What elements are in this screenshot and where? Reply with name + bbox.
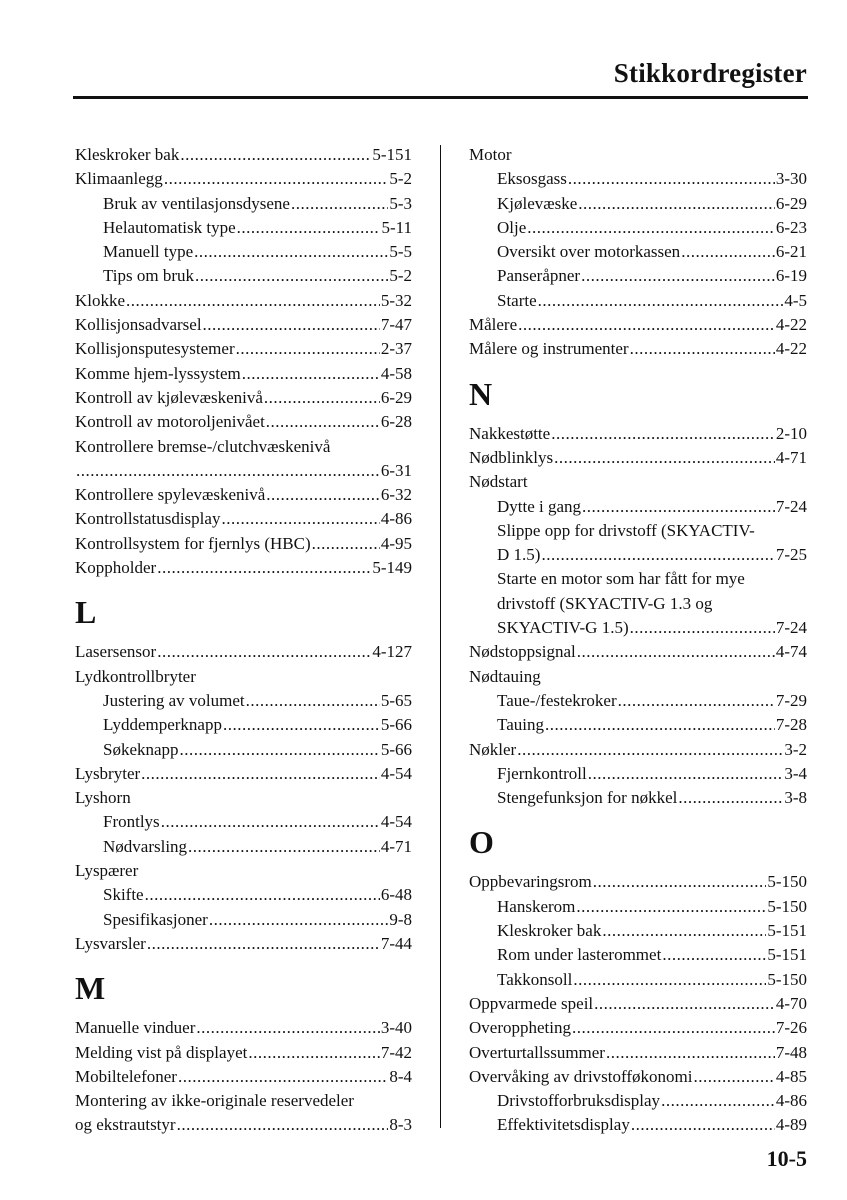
- entry-page-ref: 6-19: [775, 266, 807, 286]
- entry-page-ref: 4-70: [775, 993, 807, 1013]
- dot-leader: [236, 337, 380, 361]
- index-subentry: [469, 240, 807, 264]
- entry-page-ref: 6-28: [380, 412, 412, 432]
- index-column-left: [75, 143, 412, 1138]
- dot-leader: [246, 689, 380, 713]
- entry-term: Tauing: [497, 715, 544, 735]
- dot-leader: [209, 908, 389, 932]
- entry-page-ref: 4-127: [372, 642, 412, 662]
- index-subentry: [75, 713, 412, 737]
- entry-term: Rom under lasterommet: [497, 945, 662, 965]
- index-subentry: [469, 167, 807, 191]
- dot-leader: [221, 507, 379, 531]
- dot-leader: [248, 1041, 379, 1065]
- index-entry: [75, 1065, 412, 1089]
- entry-term: Nødblinklys: [469, 447, 554, 467]
- index-subentry: [75, 240, 412, 264]
- dot-leader: [554, 446, 775, 470]
- entry-term: Dytte i gang: [497, 496, 582, 516]
- entry-page-ref: 5-150: [767, 896, 807, 916]
- dot-leader: [195, 264, 388, 288]
- entry-term: Hanskerom: [497, 896, 576, 916]
- entry-page-ref: 7-25: [775, 545, 807, 565]
- index-subentry: [469, 289, 807, 313]
- dot-leader: [606, 1041, 775, 1065]
- entry-term: Lysvarsler: [75, 933, 146, 953]
- entry-page-ref: 4-58: [380, 363, 412, 383]
- section-letter: O: [469, 824, 494, 861]
- entry-term: Justering av volumet: [103, 690, 245, 710]
- index-entry: [469, 422, 807, 446]
- entry-page-ref: 7-48: [775, 1042, 807, 1062]
- entry-term: Oppbevaringsrom: [469, 872, 592, 892]
- entry-page-ref: 3-8: [784, 788, 807, 808]
- entry-page-ref: 4-86: [380, 509, 412, 529]
- entry-page-ref: 5-3: [389, 193, 412, 213]
- page-title: Stikkordregister: [613, 58, 807, 88]
- entry-term: Mobiltelefoner: [75, 1066, 177, 1086]
- index-entry: [75, 362, 412, 386]
- entry-term: Søkeknapp: [103, 739, 179, 759]
- dot-leader: [681, 240, 775, 264]
- index-entry: [469, 313, 807, 337]
- entry-page-ref: 6-23: [775, 217, 807, 237]
- entry-page-ref: 8-3: [389, 1115, 412, 1135]
- entry-term: Lyddemperknapp: [103, 715, 222, 735]
- dot-leader: [145, 883, 380, 907]
- dot-leader: [545, 713, 775, 737]
- entry-term: Overoppheting: [469, 1018, 571, 1038]
- entry-term: Lasersensor: [75, 642, 157, 662]
- entry-term: D 1.5): [497, 545, 541, 565]
- dot-leader: [578, 192, 775, 216]
- index-subentry: [75, 216, 412, 240]
- dot-leader: [631, 1113, 775, 1137]
- entry-term: Bruk av ventilasjonsdysene: [103, 193, 290, 213]
- dot-leader: [661, 1089, 775, 1113]
- dot-leader: [618, 689, 775, 713]
- index-entry: [469, 992, 807, 1016]
- entry-page-ref: 4-89: [775, 1115, 807, 1135]
- entry-term: Målere: [469, 315, 518, 335]
- entry-page-ref: 6-21: [775, 242, 807, 262]
- index-heading: Kontrollere bremse-/clutchvæskenivå: [75, 436, 331, 456]
- index-column-right: [469, 143, 807, 1138]
- entry-term: Spesifikasjoner: [103, 909, 208, 929]
- dot-leader: [518, 313, 775, 337]
- entry-term: Starte: [497, 290, 537, 310]
- dot-leader: [693, 1065, 774, 1089]
- entry-page-ref: 6-48: [380, 885, 412, 905]
- entry-term: Kjølevæske: [497, 193, 578, 213]
- dot-leader: [582, 495, 775, 519]
- index-entry: [75, 762, 412, 786]
- entry-page-ref: 7-28: [775, 715, 807, 735]
- entry-term: Kontrollsystem for fjernlys (HBC): [75, 533, 311, 553]
- entry-term: Skifte: [103, 885, 144, 905]
- entry-page-ref: 7-42: [380, 1042, 412, 1062]
- index-entry: [75, 1041, 412, 1065]
- dot-leader: [602, 919, 766, 943]
- index-entry: [75, 167, 412, 191]
- dot-leader: [180, 143, 371, 167]
- index-heading: Nødtauing: [469, 666, 541, 686]
- entry-page-ref: 2-10: [775, 423, 807, 443]
- entry-page-ref: 5-32: [380, 290, 412, 310]
- section-letter: L: [75, 594, 97, 631]
- dot-leader: [164, 167, 389, 191]
- index-heading: Motor: [469, 145, 512, 164]
- dot-leader: [141, 762, 380, 786]
- entry-term: Klimaanlegg: [75, 169, 163, 189]
- entry-term: Drivstofforbruksdisplay: [497, 1091, 661, 1111]
- entry-page-ref: 7-44: [380, 933, 412, 953]
- dot-leader: [188, 835, 380, 859]
- entry-term: Målere og instrumenter: [469, 339, 629, 359]
- index-subentry: [75, 689, 412, 713]
- entry-term: Overturtallssummer: [469, 1042, 605, 1062]
- entry-term: Nødvarsling: [103, 836, 188, 856]
- index-entry: [75, 337, 412, 361]
- index-entry: [469, 337, 807, 361]
- dot-leader: [572, 1016, 775, 1040]
- index-entry: [75, 640, 412, 664]
- index-subentry: [469, 968, 807, 992]
- entry-term: Manuelle vinduer: [75, 1018, 196, 1038]
- entry-page-ref: 5-66: [380, 715, 412, 735]
- entry-page-ref: 3-4: [784, 763, 807, 783]
- section-letter: N: [469, 375, 493, 412]
- entry-term: Takkonsoll: [497, 969, 573, 989]
- entry-term: Nakkestøtte: [469, 423, 551, 443]
- entry-term: og ekstrautstyr: [75, 1115, 176, 1135]
- dot-leader: [594, 992, 775, 1016]
- dot-leader: [237, 216, 381, 240]
- dot-leader: [177, 1113, 389, 1137]
- dot-leader: [662, 943, 766, 967]
- dot-leader: [266, 483, 380, 507]
- dot-leader: [264, 386, 380, 410]
- index-entry: [75, 483, 412, 507]
- entry-page-ref: 4-5: [784, 290, 807, 310]
- entry-term: Kollisjonsadvarsel: [75, 315, 202, 335]
- dot-leader: [196, 1016, 379, 1040]
- index-subentry: [469, 192, 807, 216]
- entry-page-ref: 4-71: [775, 447, 807, 467]
- dot-leader: [291, 192, 388, 216]
- entry-term: Kleskroker bak: [75, 145, 180, 164]
- index-entry: [75, 532, 412, 556]
- index-subentry: [469, 943, 807, 967]
- entry-term: Klokke: [75, 290, 126, 310]
- page-number: 10-5: [766, 1146, 807, 1171]
- entry-term: Tips om bruk: [103, 266, 195, 286]
- entry-page-ref: 3-30: [775, 169, 807, 189]
- entry-page-ref: 3-40: [380, 1018, 412, 1038]
- entry-page-ref: 3-2: [784, 739, 807, 759]
- index-subentry: [469, 713, 807, 737]
- entry-term: Oversikt over motorkassen: [497, 242, 681, 262]
- entry-term: Olje: [497, 217, 527, 237]
- index-entry: [75, 932, 412, 956]
- entry-term: SKYACTIV-G 1.5): [497, 618, 629, 638]
- entry-page-ref: 4-71: [380, 836, 412, 856]
- index-entry: [469, 870, 807, 894]
- entry-page-ref: 7-29: [775, 690, 807, 710]
- section-letter: M: [75, 970, 106, 1007]
- index-entry: [75, 289, 412, 313]
- entry-term: Kleskroker bak: [497, 921, 602, 941]
- index-subentry: [469, 762, 807, 786]
- entry-term: Overvåking av drivstofføkonomi: [469, 1066, 693, 1086]
- dot-leader: [576, 895, 766, 919]
- dot-leader: [588, 762, 784, 786]
- entry-page-ref: 8-4: [389, 1066, 412, 1086]
- index-entry: [75, 1113, 412, 1137]
- entry-page-ref: 4-85: [775, 1066, 807, 1086]
- dot-leader: [527, 216, 775, 240]
- entry-page-ref: 5-2: [389, 169, 412, 189]
- entry-page-ref: 4-22: [775, 339, 807, 359]
- index-entry: [75, 313, 412, 337]
- index-subentry: [75, 810, 412, 834]
- dot-leader: [517, 738, 783, 762]
- entry-page-ref: 5-150: [767, 872, 807, 892]
- dot-leader: [551, 422, 775, 446]
- entry-term: Oppvarmede speil: [469, 993, 594, 1013]
- index-subentry: [469, 895, 807, 919]
- dot-leader: [630, 616, 775, 640]
- entry-term: Frontlys: [103, 812, 160, 832]
- index-subentry: [469, 689, 807, 713]
- entry-term: Kontrollere spylevæskenivå: [75, 485, 266, 505]
- entry-page-ref: 6-29: [380, 387, 412, 407]
- header-rule: [73, 96, 808, 99]
- index-subheading: Slippe opp for drivstoff (SKYACTIV-: [497, 520, 755, 540]
- entry-term: Kontrollstatusdisplay: [75, 509, 221, 529]
- entry-page-ref: 6-29: [775, 193, 807, 213]
- entry-page-ref: 2-37: [380, 339, 412, 359]
- index-entry: [469, 1041, 807, 1065]
- dot-leader: [194, 240, 388, 264]
- dot-leader: [157, 640, 371, 664]
- dot-leader: [538, 289, 784, 313]
- entry-page-ref: 5-2: [389, 266, 412, 286]
- index-subentry: [75, 192, 412, 216]
- entry-term: Kontroll av motoroljenivået: [75, 412, 265, 432]
- index-heading: Lyshorn: [75, 788, 131, 808]
- index-entry: [75, 507, 412, 531]
- index-subheading: Starte en motor som har fått for mye: [497, 569, 745, 589]
- entry-page-ref: 5-5: [389, 242, 412, 262]
- dot-leader: [157, 556, 371, 580]
- entry-page-ref: 4-86: [775, 1091, 807, 1111]
- entry-page-ref: 5-11: [381, 217, 412, 237]
- entry-term: Koppholder: [75, 558, 157, 578]
- entry-page-ref: 5-66: [380, 739, 412, 759]
- entry-term: Eksosgass: [497, 169, 567, 189]
- entry-term: Fjernkontroll: [497, 763, 587, 783]
- dot-leader: [178, 1065, 388, 1089]
- entry-page-ref: 5-65: [380, 690, 412, 710]
- entry-term: Komme hjem-lyssystem: [75, 363, 241, 383]
- dot-leader: [223, 713, 380, 737]
- entry-term: Lysbryter: [75, 763, 141, 783]
- dot-leader: [593, 870, 767, 894]
- dot-leader: [126, 289, 380, 313]
- column-divider: [440, 145, 441, 1128]
- index-subentry: [469, 786, 807, 810]
- dot-leader: [568, 167, 775, 191]
- entry-term: Taue-/festekroker: [497, 690, 617, 710]
- index-subentry: [469, 495, 807, 519]
- entry-page-ref: 4-54: [380, 763, 412, 783]
- entry-term: Melding vist på displayet: [75, 1042, 248, 1062]
- entry-page-ref: 5-151: [767, 945, 807, 965]
- index-subentry: [75, 738, 412, 762]
- index-subentry: [469, 1089, 807, 1113]
- index-heading: Lyspærer: [75, 861, 139, 881]
- entry-page-ref: 6-32: [380, 485, 412, 505]
- index-entry: [75, 386, 412, 410]
- entry-page-ref: 4-95: [380, 533, 412, 553]
- entry-page-ref: 7-24: [775, 496, 807, 516]
- entry-page-ref: 5-151: [372, 145, 412, 164]
- index-heading: Montering av ikke-originale reservedeler: [75, 1091, 354, 1111]
- index-subentry: [75, 835, 412, 859]
- dot-leader: [242, 362, 380, 386]
- entry-term: Stengefunksjon for nøkkel: [497, 788, 678, 808]
- index-entry: [469, 1065, 807, 1089]
- index-entry: [469, 640, 807, 664]
- dot-leader: [581, 264, 775, 288]
- dot-leader: [573, 968, 766, 992]
- index-subheading: drivstoff (SKYACTIV-G 1.3 og: [497, 593, 713, 613]
- entry-term: Helautomatisk type: [103, 217, 236, 237]
- entry-page-ref: 5-149: [372, 558, 412, 578]
- dot-leader: [203, 313, 380, 337]
- dot-leader: [630, 337, 775, 361]
- index-entry: [75, 1016, 412, 1040]
- index-subentry: [75, 264, 412, 288]
- entry-page-ref: 4-74: [775, 642, 807, 662]
- index-entry: [75, 459, 412, 483]
- entry-page-ref: 5-150: [767, 969, 807, 989]
- index-subentry: [469, 1113, 807, 1137]
- dot-leader: [76, 459, 380, 483]
- entry-term: Nøkler: [469, 739, 517, 759]
- dot-leader: [266, 410, 380, 434]
- index-subentry: [75, 883, 412, 907]
- entry-term: Kontroll av kjølevæskenivå: [75, 387, 263, 407]
- entry-page-ref: 5-151: [767, 921, 807, 941]
- index-heading: Nødstart: [469, 472, 528, 492]
- dot-leader: [541, 543, 774, 567]
- entry-page-ref: 7-26: [775, 1018, 807, 1038]
- entry-term: Panseråpner: [497, 266, 581, 286]
- index-subentry: [75, 908, 412, 932]
- index-entry: [469, 1016, 807, 1040]
- dot-leader: [312, 532, 380, 556]
- index-entry: [75, 556, 412, 580]
- entry-term: Kollisjonsputesystemer: [75, 339, 235, 359]
- entry-page-ref: 4-22: [775, 315, 807, 335]
- index-entry: [75, 143, 412, 167]
- index-subentry: [469, 264, 807, 288]
- entry-page-ref: 9-8: [389, 909, 412, 929]
- index-entry: [469, 446, 807, 470]
- index-subentry: [469, 543, 807, 567]
- index-entry: [75, 410, 412, 434]
- entry-term: Effektivitetsdisplay: [497, 1115, 630, 1135]
- index-heading: Lydkontrollbryter: [75, 666, 196, 686]
- entry-term: Manuell type: [103, 242, 194, 262]
- dot-leader: [180, 738, 380, 762]
- dot-leader: [577, 640, 775, 664]
- index-subentry: [469, 216, 807, 240]
- index-subentry: [469, 919, 807, 943]
- entry-page-ref: 4-54: [380, 812, 412, 832]
- entry-page-ref: 7-47: [380, 315, 412, 335]
- index-entry: [469, 738, 807, 762]
- entry-term: Nødstoppsignal: [469, 642, 576, 662]
- dot-leader: [678, 786, 783, 810]
- entry-page-ref: 7-24: [775, 618, 807, 638]
- dot-leader: [147, 932, 380, 956]
- index-subentry: [469, 616, 807, 640]
- dot-leader: [161, 810, 380, 834]
- entry-page-ref: 6-31: [380, 460, 412, 480]
